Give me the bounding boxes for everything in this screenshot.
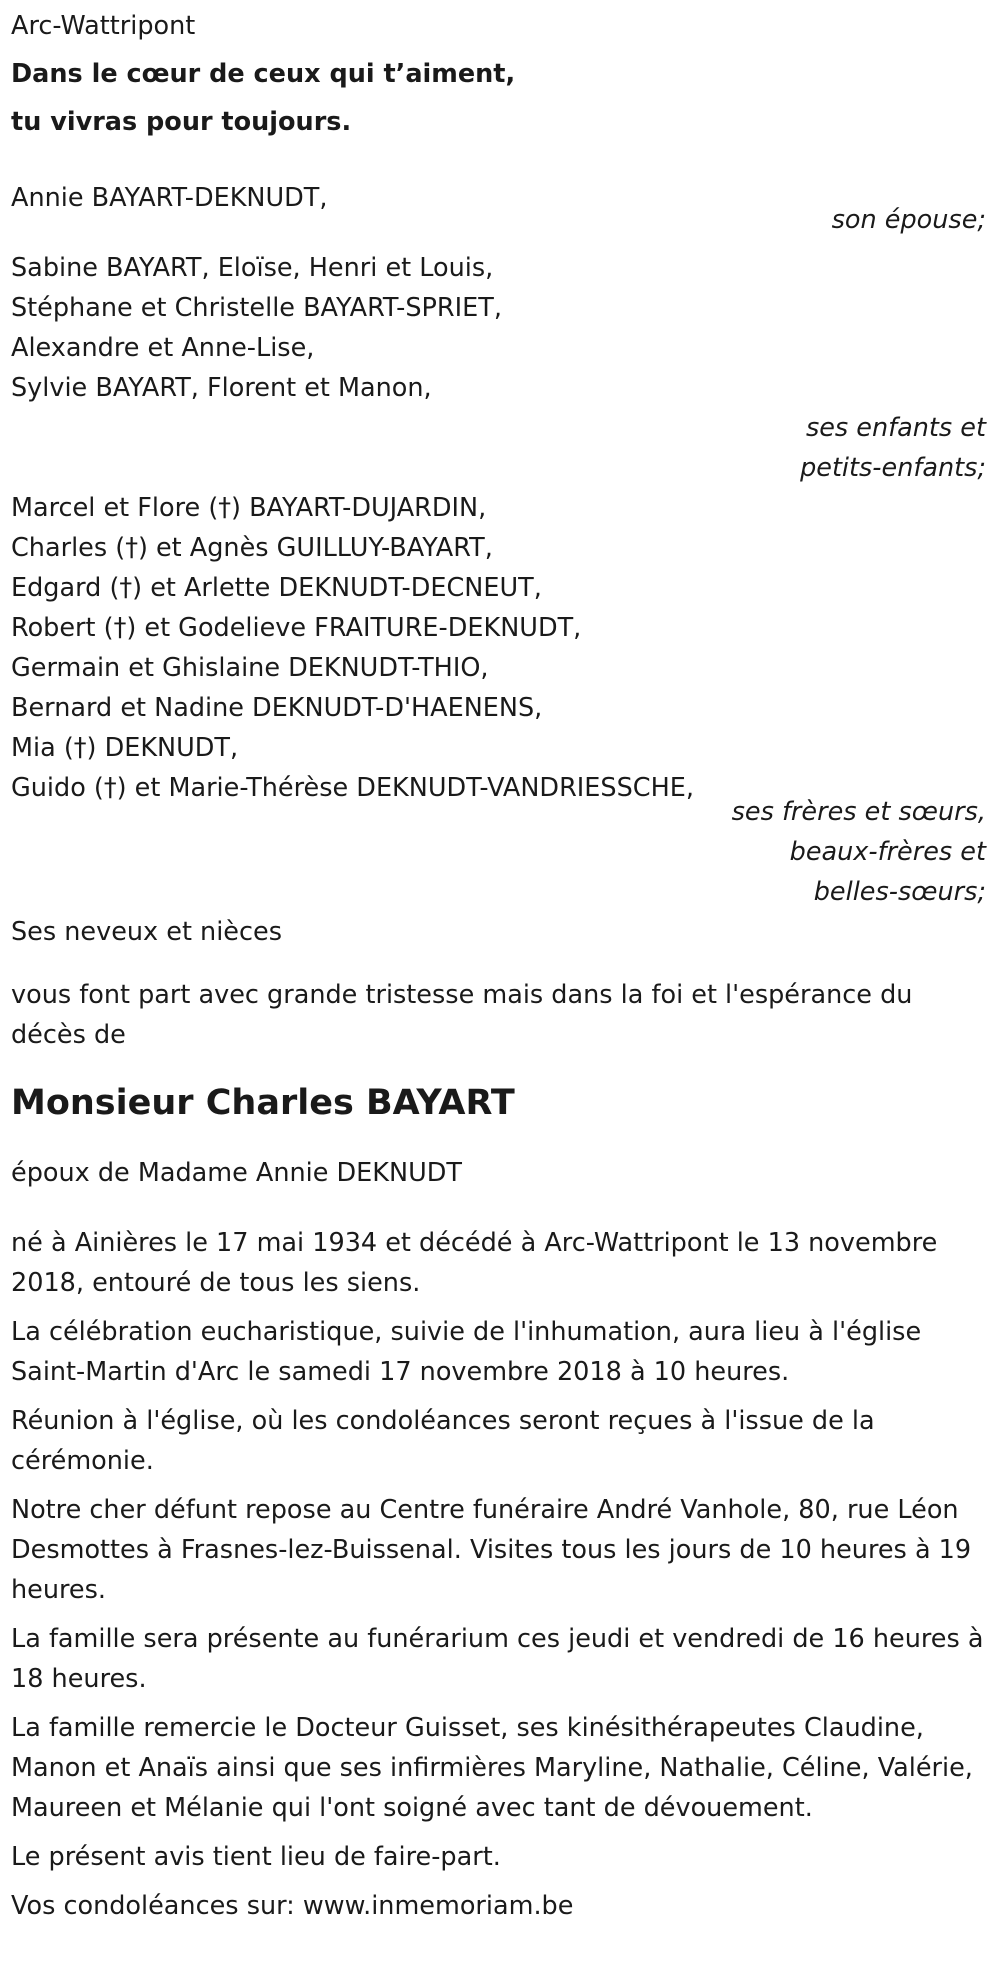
sibling-line: Guido (†) et Marie-Thérèse DEKNUDT-VANDRIESSCHE,: [11, 773, 694, 803]
sibling-line: Marcel et Flore (†) BAYART-DUJARDIN,: [11, 493, 487, 523]
motto-line-2: tu vivras pour toujours.: [11, 107, 352, 137]
notice-paragraph: Le présent avis tient lieu de faire-part.: [11, 1842, 501, 1872]
child-line: Stéphane et Christelle BAYART-SPRIET,: [11, 293, 502, 323]
children-role-line-2: petits-enfants;: [800, 453, 986, 483]
sibling-line: Germain et Ghislaine DEKNUDT-THIO,: [11, 653, 489, 683]
birth-death-paragraph: né à Ainières le 17 mai 1934 et décédé à Arc-Wattripont le 13 novembre 2018, entouré de tous les siens.: [11, 1228, 938, 1298]
deceased-name: Monsieur Charles BAYART: [11, 1083, 515, 1123]
nephews-line: Ses neveux et nièces: [11, 917, 282, 947]
siblings-role-line-3: belles-sœurs;: [813, 877, 986, 907]
city-heading: Arc-Wattripont: [11, 11, 196, 41]
thanks-paragraph: La famille remercie le Docteur Guisset, ses kinésithérapeutes Claudine, Manon et Anaïs ainsi que ses infirmières Maryline, Nathalie, Céline, Valérie, Maureen et Mélanie qui l'ont soigné avec tant de dévouement.: [11, 1713, 973, 1823]
siblings-role-line-2: beaux-frères et: [789, 837, 986, 867]
obituary-notice: [11, 0, 991, 1926]
meeting-paragraph: Réunion à l'église, où les condoléances seront reçues à l'issue de la cérémonie.: [11, 1406, 875, 1476]
condolences-link[interactable]: Vos condoléances sur: www.inmemoriam.be: [11, 1891, 574, 1921]
motto-line-1: Dans le cœur de ceux qui t’aiment,: [11, 59, 516, 89]
family-presence-paragraph: La famille sera présente au funérarium ces jeudi et vendredi de 16 heures à 18 heures.: [11, 1624, 984, 1694]
sibling-line: Robert (†) et Godelieve FRAITURE-DEKNUDT,: [11, 613, 582, 643]
siblings-role-line-1: ses frères et sœurs,: [731, 797, 986, 827]
child-line: Sabine BAYART, Eloïse, Henri et Louis,: [11, 253, 494, 283]
sibling-line: Charles (†) et Agnès GUILLUY-BAYART,: [11, 533, 493, 563]
ceremony-paragraph: La célébration eucharistique, suivie de l'inhumation, aura lieu à l'église Saint-Martin d'Arc le samedi 17 novembre 2018 à 10 heures.: [11, 1317, 922, 1387]
sibling-line: Mia (†) DEKNUDT,: [11, 733, 239, 763]
children-role-line-1: ses enfants et: [805, 413, 986, 443]
child-line: Sylvie BAYART, Florent et Manon,: [11, 373, 432, 403]
sibling-line: Edgard (†) et Arlette DEKNUDT-DECNEUT,: [11, 573, 542, 603]
spouse-role: son épouse;: [831, 205, 986, 235]
sibling-line: Bernard et Nadine DEKNUDT-D'HAENENS,: [11, 693, 543, 723]
spouse-name: Annie BAYART-DEKNUDT,: [11, 183, 328, 213]
funeral-home-paragraph: Notre cher défunt repose au Centre funéraire André Vanhole, 80, rue Léon Desmottes à Frasnes-lez-Buissenal. Visites tous les jours de 10 heures à 19 heures.: [11, 1495, 972, 1605]
child-line: Alexandre et Anne-Lise,: [11, 333, 315, 363]
spouse-of-line: époux de Madame Annie DEKNUDT: [11, 1158, 462, 1188]
announcement-intro: vous font part avec grande tristesse mais dans la foi et l'espérance du décès de: [11, 980, 913, 1050]
